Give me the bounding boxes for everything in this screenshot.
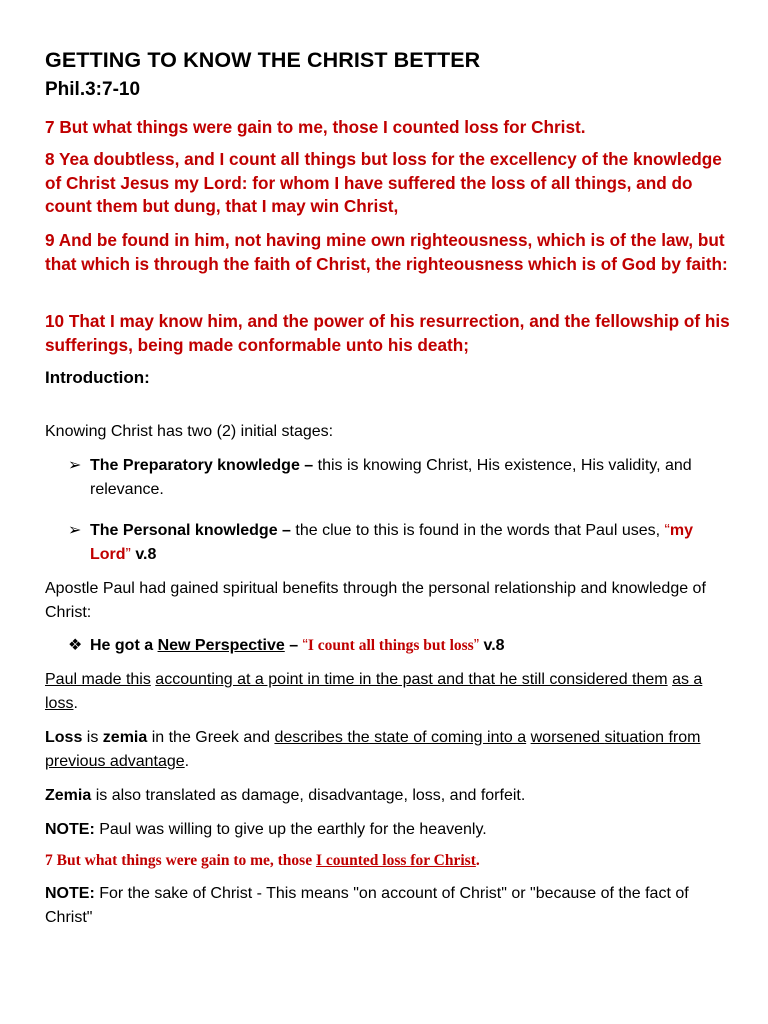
- stage-term: The Preparatory knowledge: [90, 457, 300, 474]
- stage-content: [90, 454, 708, 502]
- note-label: NOTE:: [45, 885, 95, 902]
- verse-7-repeat: [45, 850, 480, 872]
- perspective-prefix: He got a: [90, 637, 158, 654]
- text-segment: I counted loss for Christ: [315, 852, 476, 869]
- verse-8: 8 Yea doubtless, and I count all things but loss for the excellency of the knowledge of Christ Jesus my Lord: for whom I have suffered the loss of all things, and do count them but dung, that I may win Christ,: [45, 149, 722, 216]
- text-segment: is: [82, 729, 103, 746]
- open-quote: “: [664, 522, 670, 539]
- scripture-reference: Phil.3:7-10: [45, 79, 141, 100]
- loss-definition-paragraph: [45, 726, 735, 774]
- note-text: Paul was willing to give up the earthly for the heavenly.: [94, 821, 487, 838]
- note-text: For the sake of Christ - This means "on account of Christ" or "because of the fact of Christ": [45, 885, 689, 926]
- text-segment: .: [73, 695, 78, 712]
- stage-term: The Personal knowledge: [90, 522, 278, 539]
- stage-dash: –: [299, 457, 318, 474]
- close-quote: ”: [473, 637, 480, 654]
- open-quote: “: [302, 637, 308, 654]
- perspective-dash: –: [284, 637, 303, 654]
- verse-10: 10 That I may know him, and the power of his resurrection, and the fellowship of his sufferings, being made conformable unto his death;: [45, 311, 730, 355]
- text-segment: describes the state of coming into a: [274, 729, 527, 746]
- stage-item-preparatory: [68, 454, 708, 502]
- benefits-text: Apostle Paul had gained spiritual benefits through the personal relationship and knowledge of Christ:: [45, 580, 706, 621]
- text-segment: as a loss: [45, 671, 703, 712]
- text-segment: situation from previous advantage: [45, 729, 701, 770]
- stage-dash: –: [277, 522, 296, 539]
- term-loss: Loss: [45, 729, 83, 746]
- stage-item-personal: [68, 519, 708, 567]
- text-segment: .: [184, 753, 190, 770]
- perspective-content: [90, 634, 708, 658]
- introduction-heading: Introduction:: [45, 368, 150, 387]
- diamond-bullet-icon: ❖: [68, 637, 83, 654]
- text-segment: Paul made this: [45, 671, 151, 688]
- stage-description: the clue to this is found in the words that Paul uses,: [295, 522, 665, 539]
- stage-description: this is knowing Christ, His existence, His validity, and relevance.: [90, 457, 692, 498]
- zemia-translation-paragraph: [45, 784, 735, 808]
- text-segment: worsened: [530, 729, 605, 746]
- stages-intro-text: Knowing Christ has two (2) initial stages:: [45, 423, 334, 440]
- perspective-highlight: New Perspective: [157, 637, 285, 654]
- term-zemia: Zemia: [45, 787, 92, 804]
- quoted-phrase: my Lord: [90, 522, 693, 563]
- text-segment: .: [475, 852, 480, 869]
- verse-ref: v.8: [479, 637, 505, 654]
- paul-accounting-paragraph: [45, 668, 735, 716]
- stage-content: [90, 519, 708, 567]
- text-segment: in the Greek and: [147, 729, 275, 746]
- new-perspective-item: [68, 634, 708, 658]
- quoted-phrase: I count all things but loss: [307, 637, 474, 654]
- text-segment: them: [632, 671, 668, 688]
- text-segment: is also translated as damage, disadvantage, loss, and forfeit.: [91, 787, 526, 804]
- close-quote: ”: [125, 546, 131, 563]
- verse-9: 9 And be found in him, not having mine own righteousness, which is of the law, but that which is through the faith of Christ, the righteousness which is of God by faith:: [45, 230, 728, 274]
- text-segment: accounting at a point in time in the past and that he still considered: [155, 671, 633, 688]
- verse-7: 7 But what things were gain to me, those I counted loss for Christ.: [45, 117, 586, 137]
- verse-ref: v.8: [130, 546, 157, 563]
- note-paragraph: [45, 818, 735, 842]
- page-title: GETTING TO KNOW THE CHRIST BETTER: [45, 48, 481, 72]
- text-segment: 7 But what things were gain to me, those: [45, 852, 316, 869]
- arrow-bullet-icon: ➢: [68, 522, 82, 539]
- note-paragraph: [45, 882, 735, 930]
- note-label: NOTE:: [45, 821, 95, 838]
- term-zemia: zemia: [102, 729, 148, 746]
- arrow-bullet-icon: ➢: [68, 457, 82, 474]
